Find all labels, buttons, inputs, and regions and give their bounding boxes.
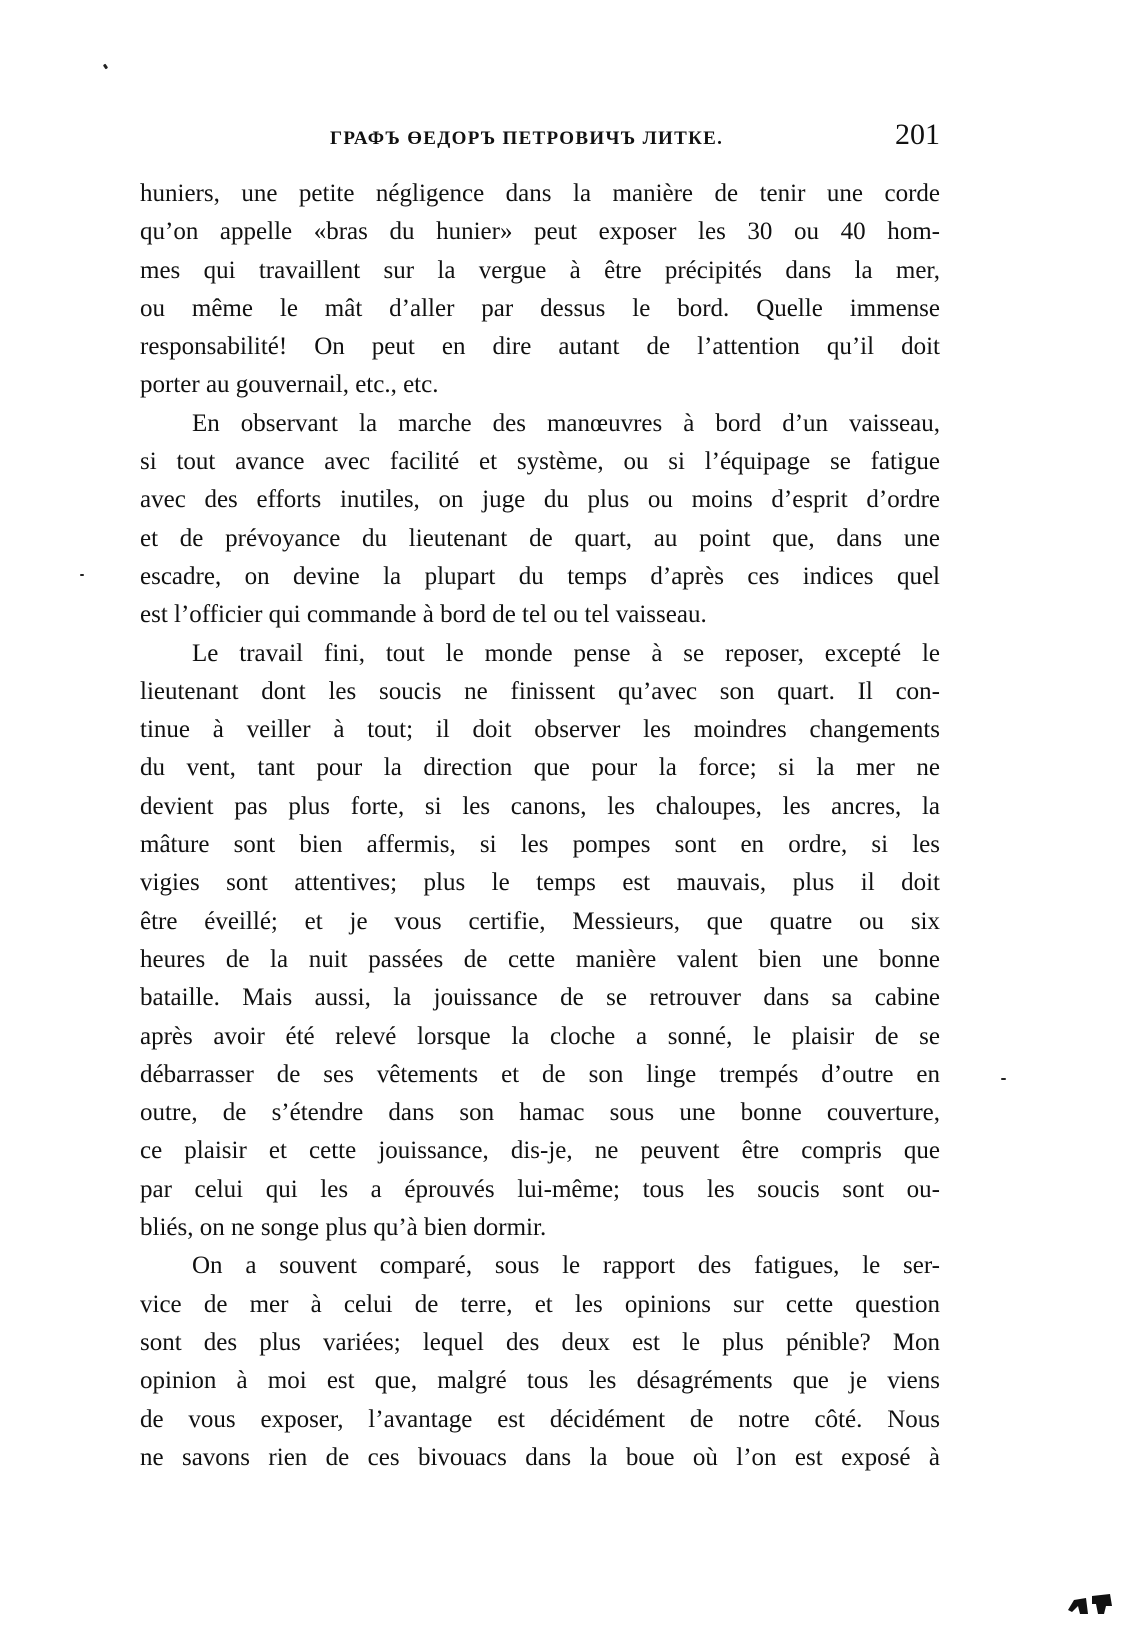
text-line: Le travail fini, tout le monde pense à se reposer, excepté le: [192, 639, 940, 667]
text-line: avec des efforts inutiles, on juge du plus ou moins d’esprit d’ordre: [140, 486, 940, 514]
text-line: lieutenant dont les soucis ne finissent qu’avec son quart. Il con-: [140, 677, 940, 705]
text-line: vice de mer à celui de terre, et les opinions sur cette question: [140, 1290, 940, 1318]
text-line: devient pas plus forte, si les canons, les chaloupes, les ancres, la: [140, 792, 940, 820]
page-number: 201: [895, 118, 940, 151]
text-line: par celui qui les a éprouvés lui-même; tous les soucis sont ou-: [140, 1175, 940, 1203]
page-header: [140, 118, 940, 158]
text-line: tinue à veiller à tout; il doit observer les moindres changements: [140, 716, 940, 744]
text-line: après avoir été relevé lorsque la cloche a sonné, le plaisir de se: [140, 1022, 940, 1050]
text-line: En observant la marche des manœuvres à bord d’un vaisseau,: [192, 409, 940, 437]
text-line: est l’officier qui commande à bord de tel ou tel vaisseau.: [140, 601, 707, 629]
text-line: ne savons rien de ces bivouacs dans la boue où l’on est exposé à: [140, 1443, 940, 1471]
text-line: heures de la nuit passées de cette manière valent bien une bonne: [140, 945, 940, 973]
running-title: ГРАФЪ ӨЕДОРЪ ПЕТРОВИЧЪ ЛИТКЕ.: [330, 128, 724, 149]
text-line: ou même le mât d’aller par dessus le bord. Quelle immense: [140, 294, 940, 322]
text-line: On a souvent comparé, sous le rapport des fatigues, le ser-: [192, 1252, 940, 1280]
text-line: sont des plus variées; lequel des deux est le plus pénible? Mon: [140, 1328, 940, 1356]
paragraph-2: [140, 405, 940, 635]
text-line: opinion à moi est que, malgré tous les désagréments que je viens: [140, 1367, 940, 1395]
body-text: [140, 175, 940, 1477]
text-line: responsabilité! On peut en dire autant de l’attention qu’il doit: [140, 333, 940, 361]
scan-speck: [103, 64, 108, 70]
text-line: qu’on appelle «bras du hunier» peut exposer les 30 ou 40 hom-: [140, 218, 940, 246]
text-line: vigies sont attentives; plus le temps est mauvais, plus il doit: [140, 869, 940, 897]
text-line: bataille. Mais aussi, la jouissance de se retrouver dans sa cabine: [140, 984, 940, 1012]
text-line: et de prévoyance du lieutenant de quart, au point que, dans une: [140, 524, 940, 552]
scan-speck: [1001, 1078, 1006, 1080]
text-line: si tout avance avec facilité et système, ou si l’équipage se fatigue: [140, 448, 940, 476]
text-line: débarrasser de ses vêtements et de son linge trempés d’outre en: [140, 1060, 940, 1088]
text-line: de vous exposer, l’avantage est décidément de notre côté. Nous: [140, 1405, 940, 1433]
text-line: mes qui travaillent sur la vergue à être précipités dans la mer,: [140, 256, 940, 284]
text-line: être éveillé; et je vous certifie, Messieurs, que quatre ou six: [140, 907, 940, 935]
text-line: escadre, on devine la plupart du temps d’après ces indices quel: [140, 562, 940, 590]
scan-speck: [80, 574, 84, 576]
paragraph-1: [140, 175, 940, 405]
text-line: du vent, tant pour la direction que pour la force; si la mer ne: [140, 754, 940, 782]
text-line: bliés, on ne songe plus qu’à bien dormir.: [140, 1214, 547, 1242]
paragraph-3: [140, 635, 940, 1248]
paragraph-4: [140, 1247, 940, 1477]
scan-artifact-mark: [1066, 1588, 1114, 1616]
text-line: huniers, une petite négligence dans la manière de tenir une corde: [140, 180, 940, 207]
text-line: mâture sont bien affermis, si les pompes sont en ordre, si les: [140, 831, 940, 859]
text-line: outre, de s’étendre dans son hamac sous une bonne couverture,: [140, 1099, 940, 1127]
text-line: porter au gouvernail, etc., etc.: [140, 371, 439, 399]
text-line: ce plaisir et cette jouissance, dis-je, ne peuvent être compris que: [140, 1137, 940, 1165]
